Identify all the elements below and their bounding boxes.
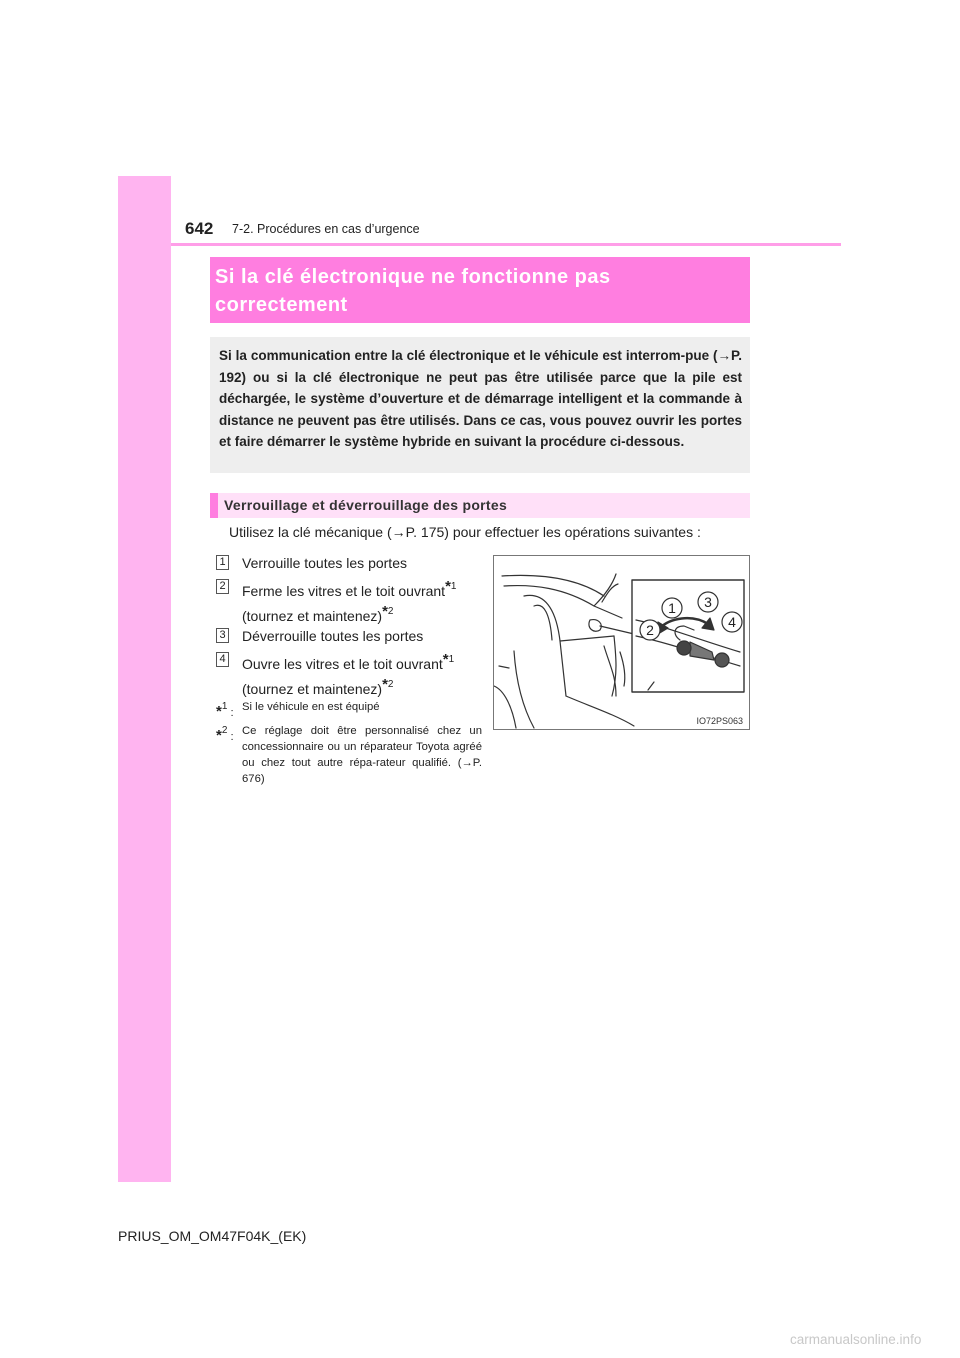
footnote-ref: *1: [442, 651, 455, 668]
page-title-line2: correctement: [215, 294, 348, 316]
lead-text: Utilisez la clé mécanique (→P. 175) pour effectuer les opérations suivantes :: [229, 524, 701, 540]
footnote-ref: *1: [445, 578, 457, 595]
footnote-mark: *$^1$ :: [216, 701, 234, 720]
figure-label-2: 2: [646, 622, 654, 638]
footnote-ref: *2: [382, 603, 394, 620]
header-rule: [171, 243, 841, 246]
step-text-line1: Ouvre les vitres et le toit ouvrant: [242, 656, 443, 672]
step-number-badge: 2: [216, 579, 229, 594]
intro-paragraph: Si la communication entre la clé électronique et le véhicule est interrom-pue (→P. 192) ou si la clé électronique ne peut pas être utilisée parce que la pile est déchargée, le système d’ouverture et de démarrage intelligent et la commande à distance ne peuvent pas être utilisés. Dans ce cas, vous pouvez ouvrir les portes et faire démarrer le système hybride en suivant la procédure ci-dessous.: [219, 348, 742, 450]
footnote-text: Si le véhicule en est équipé: [242, 701, 380, 713]
figure-label-4: 4: [728, 614, 736, 630]
subheading-text: Verrouillage et déverrouillage des portes: [224, 497, 508, 513]
figure-code: IO72PS063: [696, 716, 743, 726]
key-illustration: [493, 555, 750, 730]
section-label: 7-2. Procédures en cas d’urgence: [232, 222, 420, 236]
step-text-line1: Ferme les vitres et le toit ouvrant: [242, 583, 446, 599]
figure-label-1: 1: [668, 600, 676, 616]
car-door-key-drawing: [494, 556, 749, 729]
step-text: [242, 649, 454, 675]
intro-box: [210, 337, 750, 473]
step-number-badge: 3: [216, 628, 229, 643]
document-code: PRIUS_OM_OM47F04K_(EK): [118, 1228, 307, 1244]
subheading-accent: [210, 493, 218, 518]
step-number-badge: 1: [216, 555, 229, 570]
figure-label-3: 3: [704, 594, 712, 610]
step-text: [242, 576, 456, 602]
step-text-line2: (tournez et maintenez)$^{*2}$: [242, 676, 394, 697]
footnote-text: Ce réglage doit être personnalisé chez un concessionnaire ou un réparateur Toyota agréé ou chez tout autre répa-rateur qualifié. (→P. 676): [242, 725, 482, 785]
subheading: [210, 493, 750, 518]
step-number-badge: 4: [216, 652, 229, 667]
step-text: Verrouille toutes les portes: [242, 555, 407, 571]
step-text-line2: (tournez et maintenez)$^{*2}$: [242, 603, 394, 624]
footnote-mark: *$^2$ :: [216, 725, 234, 744]
side-tab-bar: [118, 176, 171, 1182]
page-title-line1: Si la clé électronique ne fonctionne pas: [215, 266, 611, 288]
watermark[interactable]: carmanualsonline.info: [790, 1332, 922, 1347]
step-text: Déverrouille toutes les portes: [242, 628, 424, 644]
page-title: [215, 263, 745, 319]
page-number: 642: [185, 219, 214, 238]
title-box: [210, 257, 750, 323]
footnote-ref: *2: [382, 676, 394, 693]
